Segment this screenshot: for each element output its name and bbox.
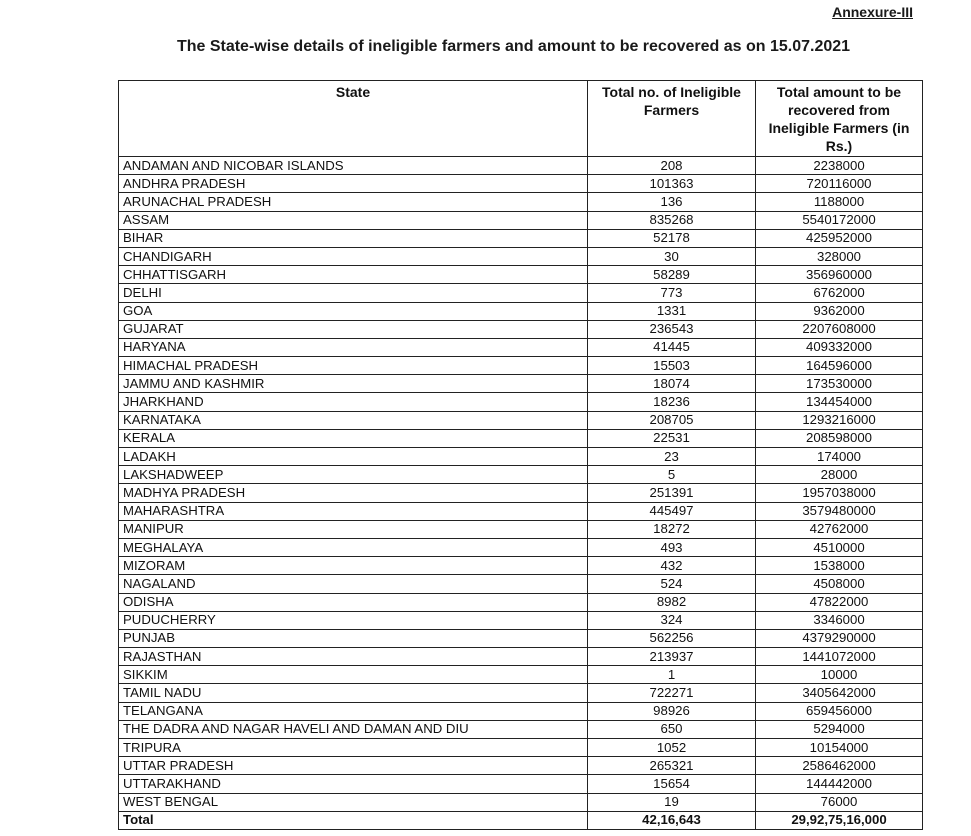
state-name-cell: TRIPURA — [119, 739, 588, 757]
state-name-cell: GOA — [119, 302, 588, 320]
amount-to-recover-cell: 425952000 — [756, 229, 923, 247]
table-row — [119, 666, 923, 684]
table-row — [119, 338, 923, 356]
amount-to-recover-cell: 1441072000 — [756, 648, 923, 666]
amount-to-recover-cell: 409332000 — [756, 338, 923, 356]
state-name-cell: TAMIL NADU — [119, 684, 588, 702]
ineligible-farmers-cell: 101363 — [588, 175, 756, 193]
table-row — [119, 720, 923, 738]
ineligible-farmers-cell: 208 — [588, 157, 756, 175]
state-name-cell: NAGALAND — [119, 575, 588, 593]
state-name-cell: ANDHRA PRADESH — [119, 175, 588, 193]
state-name-cell: MIZORAM — [119, 557, 588, 575]
state-name-cell: CHANDIGARH — [119, 247, 588, 265]
amount-to-recover-cell: 47822000 — [756, 593, 923, 611]
states-table — [118, 80, 923, 830]
amount-to-recover-cell: 5540172000 — [756, 211, 923, 229]
ineligible-farmers-cell: 52178 — [588, 229, 756, 247]
table-row — [119, 357, 923, 375]
table-row — [119, 739, 923, 757]
state-name-cell: HARYANA — [119, 338, 588, 356]
amount-to-recover-cell: 659456000 — [756, 702, 923, 720]
amount-to-recover-cell: 2586462000 — [756, 757, 923, 775]
ineligible-farmers-cell: 98926 — [588, 702, 756, 720]
amount-to-recover-cell: 28000 — [756, 466, 923, 484]
state-name-cell: KARNATAKA — [119, 411, 588, 429]
state-name-cell: PUDUCHERRY — [119, 611, 588, 629]
ineligible-farmers-cell: 41445 — [588, 338, 756, 356]
state-name-cell: ARUNACHAL PRADESH — [119, 193, 588, 211]
table-row — [119, 611, 923, 629]
amount-to-recover-cell: 10000 — [756, 666, 923, 684]
state-name-cell: JHARKHAND — [119, 393, 588, 411]
table-body — [119, 157, 923, 830]
table-header — [119, 81, 923, 157]
amount-to-recover-cell: 1957038000 — [756, 484, 923, 502]
state-name-cell: KERALA — [119, 429, 588, 447]
ineligible-farmers-cell: 562256 — [588, 629, 756, 647]
amount-to-recover-cell: 76000 — [756, 793, 923, 811]
ineligible-farmers-cell: 213937 — [588, 648, 756, 666]
table-row — [119, 429, 923, 447]
state-name-cell: UTTAR PRADESH — [119, 757, 588, 775]
ineligible-farmers-cell: 722271 — [588, 684, 756, 702]
state-name-cell: BIHAR — [119, 229, 588, 247]
ineligible-farmers-cell: 30 — [588, 247, 756, 265]
ineligible-farmers-cell: 136 — [588, 193, 756, 211]
header-ineligible-farmers: Total no. of Ineligible Farmers — [588, 81, 756, 157]
table-row — [119, 484, 923, 502]
state-name-cell: WEST BENGAL — [119, 793, 588, 811]
table-row — [119, 575, 923, 593]
table-row — [119, 411, 923, 429]
ineligible-farmers-cell: 493 — [588, 538, 756, 556]
ineligible-farmers-cell: 1331 — [588, 302, 756, 320]
amount-to-recover-cell: 174000 — [756, 448, 923, 466]
table-row — [119, 466, 923, 484]
table-row — [119, 757, 923, 775]
amount-to-recover-cell: 356960000 — [756, 266, 923, 284]
state-name-cell: GUJARAT — [119, 320, 588, 338]
amount-to-recover-cell: 144442000 — [756, 775, 923, 793]
table-row — [119, 320, 923, 338]
ineligible-farmers-cell: 8982 — [588, 593, 756, 611]
state-name-cell: MADHYA PRADESH — [119, 484, 588, 502]
table-row — [119, 557, 923, 575]
state-name-cell: ANDAMAN AND NICOBAR ISLANDS — [119, 157, 588, 175]
state-name-cell: RAJASTHAN — [119, 648, 588, 666]
ineligible-farmers-cell: 650 — [588, 720, 756, 738]
ineligible-farmers-cell: 18272 — [588, 520, 756, 538]
ineligible-farmers-cell: 1052 — [588, 739, 756, 757]
amount-to-recover-cell: 328000 — [756, 247, 923, 265]
ineligible-farmers-cell: 251391 — [588, 484, 756, 502]
table-row — [119, 793, 923, 811]
state-name-cell: THE DADRA AND NAGAR HAVELI AND DAMAN AND DIU — [119, 720, 588, 738]
amount-to-recover-cell: 164596000 — [756, 357, 923, 375]
state-name-cell: TELANGANA — [119, 702, 588, 720]
state-name-cell: MEGHALAYA — [119, 538, 588, 556]
table-row — [119, 448, 923, 466]
amount-to-recover-cell: 3579480000 — [756, 502, 923, 520]
ineligible-farmers-cell: 18074 — [588, 375, 756, 393]
amount-to-recover-cell: 2238000 — [756, 157, 923, 175]
table-row — [119, 302, 923, 320]
state-name-cell: ASSAM — [119, 211, 588, 229]
ineligible-farmers-cell: 445497 — [588, 502, 756, 520]
ineligible-farmers-cell: 5 — [588, 466, 756, 484]
amount-to-recover-cell: 3346000 — [756, 611, 923, 629]
amount-to-recover-cell: 42762000 — [756, 520, 923, 538]
ineligible-farmers-cell: 432 — [588, 557, 756, 575]
table-row — [119, 648, 923, 666]
ineligible-farmers-cell: 236543 — [588, 320, 756, 338]
state-name-cell: UTTARAKHAND — [119, 775, 588, 793]
amount-to-recover-cell: 4379290000 — [756, 629, 923, 647]
amount-to-recover-cell: 4508000 — [756, 575, 923, 593]
total-amount-to-recover: 29,92,75,16,000 — [756, 811, 923, 829]
amount-to-recover-cell: 208598000 — [756, 429, 923, 447]
ineligible-farmers-cell: 208705 — [588, 411, 756, 429]
ineligible-farmers-cell: 324 — [588, 611, 756, 629]
amount-to-recover-cell: 4510000 — [756, 538, 923, 556]
state-name-cell: JAMMU AND KASHMIR — [119, 375, 588, 393]
table-row — [119, 375, 923, 393]
ineligible-farmers-cell: 22531 — [588, 429, 756, 447]
ineligible-farmers-cell: 18236 — [588, 393, 756, 411]
ineligible-farmers-cell: 1 — [588, 666, 756, 684]
state-name-cell: LADAKH — [119, 448, 588, 466]
table-row — [119, 629, 923, 647]
amount-to-recover-cell: 1538000 — [756, 557, 923, 575]
amount-to-recover-cell: 5294000 — [756, 720, 923, 738]
table-row — [119, 702, 923, 720]
state-name-cell: MANIPUR — [119, 520, 588, 538]
amount-to-recover-cell: 720116000 — [756, 175, 923, 193]
header-state: State — [119, 81, 588, 157]
ineligible-farmers-cell: 58289 — [588, 266, 756, 284]
amount-to-recover-cell: 2207608000 — [756, 320, 923, 338]
amount-to-recover-cell: 10154000 — [756, 739, 923, 757]
ineligible-farmers-cell: 835268 — [588, 211, 756, 229]
state-name-cell: HIMACHAL PRADESH — [119, 357, 588, 375]
ineligible-farmers-cell: 265321 — [588, 757, 756, 775]
amount-to-recover-cell: 134454000 — [756, 393, 923, 411]
table-row — [119, 393, 923, 411]
amount-to-recover-cell: 3405642000 — [756, 684, 923, 702]
table-row — [119, 211, 923, 229]
amount-to-recover-cell: 9362000 — [756, 302, 923, 320]
table-row — [119, 284, 923, 302]
table-row — [119, 502, 923, 520]
state-name-cell: CHHATTISGARH — [119, 266, 588, 284]
total-label: Total — [119, 811, 588, 829]
state-name-cell: ODISHA — [119, 593, 588, 611]
state-name-cell: DELHI — [119, 284, 588, 302]
table-row — [119, 175, 923, 193]
ineligible-farmers-cell: 773 — [588, 284, 756, 302]
state-name-cell: SIKKIM — [119, 666, 588, 684]
table-row — [119, 157, 923, 175]
amount-to-recover-cell: 6762000 — [756, 284, 923, 302]
header-row — [119, 81, 923, 157]
amount-to-recover-cell: 1188000 — [756, 193, 923, 211]
table-row — [119, 193, 923, 211]
amount-to-recover-cell: 173530000 — [756, 375, 923, 393]
table-row — [119, 593, 923, 611]
table-row — [119, 684, 923, 702]
annexure-label: Annexure-III — [832, 4, 913, 20]
state-name-cell: MAHARASHTRA — [119, 502, 588, 520]
table-row — [119, 520, 923, 538]
total-row — [119, 811, 923, 829]
page-title-text: The State-wise details of ineligible farmers and amount to be recovered as on 15.07.2021 — [176, 38, 851, 55]
ineligible-farmers-cell: 15654 — [588, 775, 756, 793]
header-amount-to-recover: Total amount to be recovered from Ineligible Farmers (in Rs.) — [756, 81, 923, 157]
table-row — [119, 266, 923, 284]
table-row — [119, 538, 923, 556]
table-row — [119, 229, 923, 247]
table-row — [119, 775, 923, 793]
state-name-cell: LAKSHADWEEP — [119, 466, 588, 484]
ineligible-farmers-cell: 524 — [588, 575, 756, 593]
ineligible-farmers-cell: 23 — [588, 448, 756, 466]
state-name-cell: PUNJAB — [119, 629, 588, 647]
total-ineligible-farmers: 42,16,643 — [588, 811, 756, 829]
amount-to-recover-cell: 1293216000 — [756, 411, 923, 429]
ineligible-farmers-cell: 19 — [588, 793, 756, 811]
table-row — [119, 247, 923, 265]
ineligible-farmers-cell: 15503 — [588, 357, 756, 375]
page-title — [0, 38, 971, 56]
